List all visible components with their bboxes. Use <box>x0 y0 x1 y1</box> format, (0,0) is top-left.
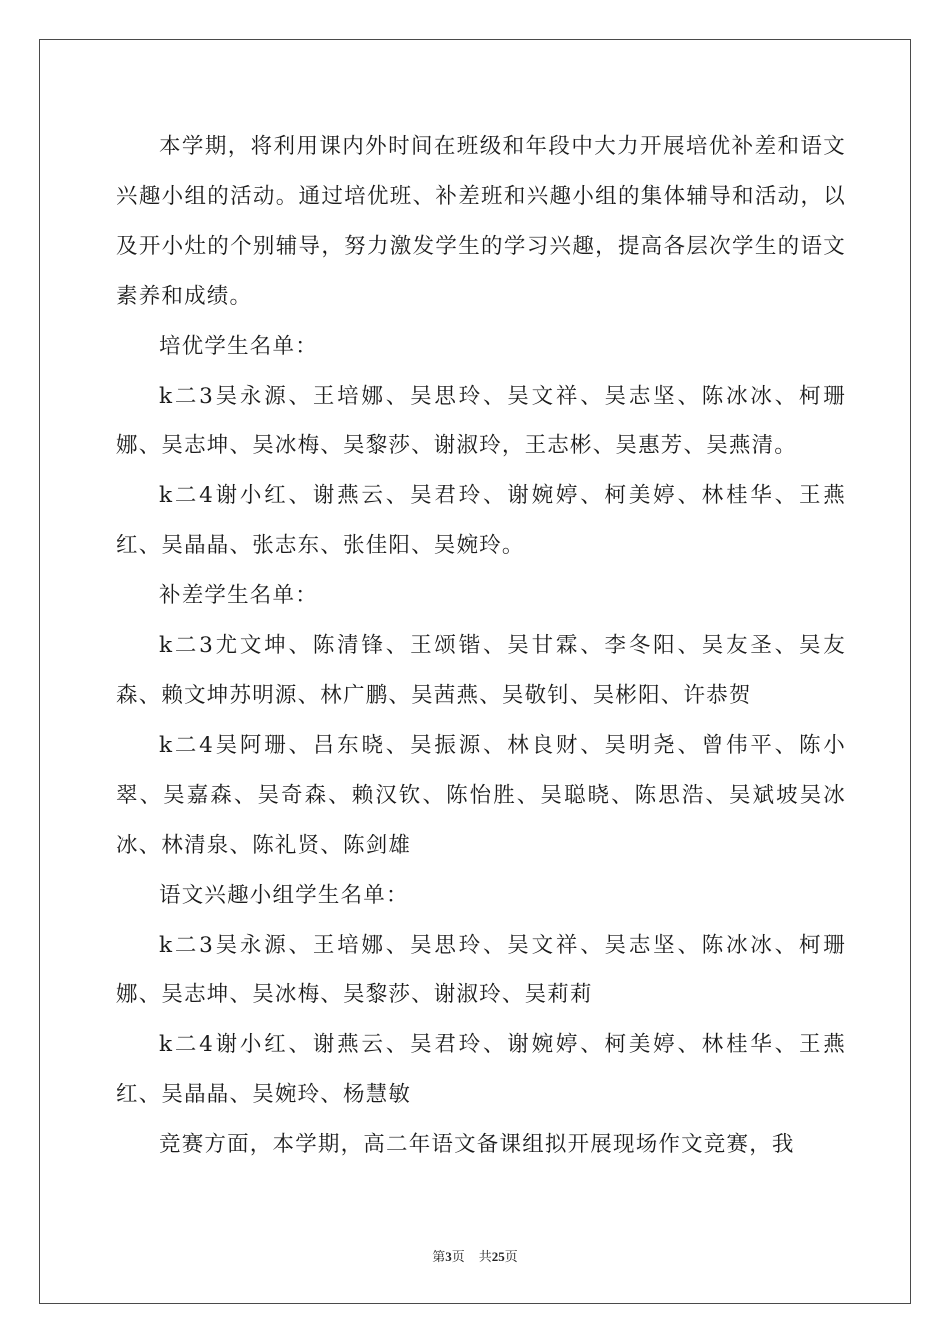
heading-gifted-list: 培优学生名单： <box>159 333 318 359</box>
paragraph-interest-class3: k二3吴永源、王培娜、吴思玲、吴文祥、吴志坚、陈冰冰、柯珊娜、吴志坤、吴冰梅、吴黎莎、谢淑玲、吴莉莉 <box>116 932 846 1008</box>
page-number: 第3页 <box>432 1249 465 1265</box>
document-body <box>116 122 846 1170</box>
paragraph-competition: 竞赛方面，本学期，高二年语文备课组拟开展现场作文竞赛，我 <box>159 1132 795 1158</box>
heading-remedial-list: 补差学生名单： <box>159 583 318 609</box>
paragraph-gifted-class3: k二3吴永源、王培娜、吴思玲、吴文祥、吴志坚、陈冰冰、柯珊娜、吴志坤、吴冰梅、吴黎莎、谢淑玲，王志彬、吴惠芳、吴燕清。 <box>116 383 846 459</box>
paragraph-remedial-class4: k二4吴阿珊、吕东晓、吴振源、林良财、吴明尧、曾伟平、陈小翠、吴嘉森、吴奇森、赖汉钦、陈怡胜、吴聪晓、陈思浩、吴斌坡吴冰冰、林清泉、陈礼贤、陈剑雄 <box>116 732 846 858</box>
paragraph-gifted-class4: k二4谢小红、谢燕云、吴君玲、谢婉婷、柯美婷、林桂华、王燕红、吴晶晶、张志东、张佳阳、吴婉玲。 <box>116 483 846 559</box>
page-footer <box>0 1249 950 1266</box>
heading-interest-group-list: 语文兴趣小组学生名单： <box>159 882 409 908</box>
paragraph-interest-class4: k二4谢小红、谢燕云、吴君玲、谢婉婷、柯美婷、林桂华、王燕红、吴晶晶、吴婉玲、杨慧敏 <box>116 1032 846 1108</box>
paragraph-remedial-class3: k二3尤文坤、陈清锋、王颂锴、吴甘霖、李冬阳、吴友圣、吴友森、赖文坤苏明源、林广鹏、吴茜燕、吴敬钊、吴彬阳、许恭贺 <box>116 633 846 708</box>
paragraph-intro: 本学期，将利用课内外时间在班级和年段中大力开展培优补差和语文兴趣小组的活动。通过培优班、补差班和兴趣小组的集体辅导和活动，以及开小灶的个别辅导，努力激发学生的学习兴趣，提高各层次学生的语文素养和成绩。 <box>116 134 846 309</box>
total-pages: 共25页 <box>478 1249 518 1265</box>
